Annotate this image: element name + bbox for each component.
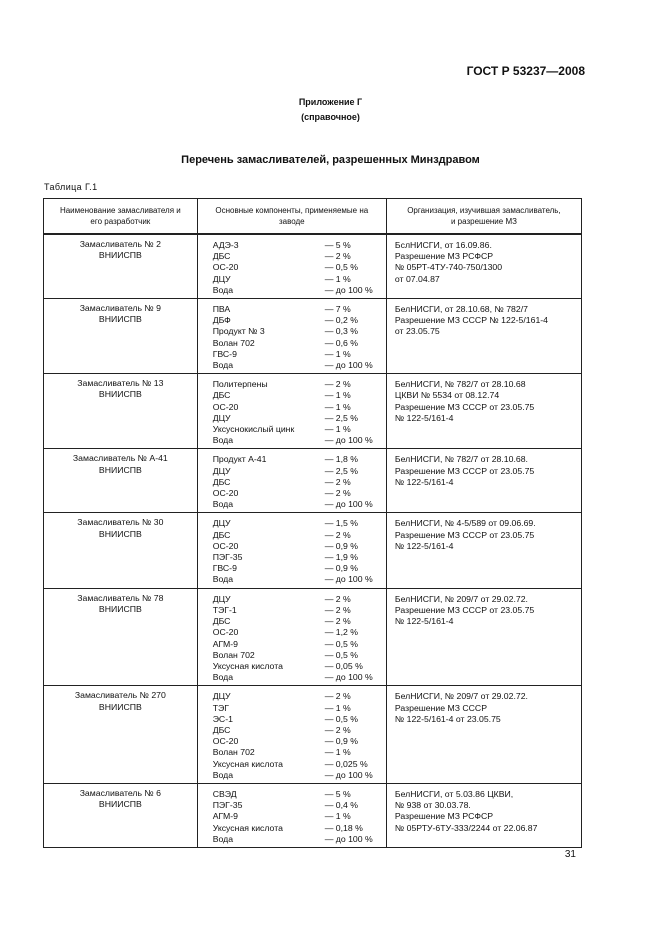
component-name: ДБС [212, 390, 231, 401]
component-amount: — 0,05 % [324, 660, 363, 671]
component-amount: — до 100 % [324, 672, 373, 683]
component-name: Волан 702 [212, 747, 255, 758]
component-line [213, 672, 384, 683]
header-components [197, 199, 386, 235]
component-amount: — 2 % [324, 529, 351, 540]
component-amount: — 0,9 % [324, 540, 359, 551]
header-name [44, 199, 198, 235]
component-amount: — до 100 % [324, 360, 373, 371]
component-amount: — 1 % [324, 424, 351, 435]
component-line [213, 499, 384, 510]
component-name: ЭС-1 [212, 713, 233, 724]
component-name: Вода [212, 499, 234, 510]
component-line [213, 379, 384, 390]
component-name: ОС-20 [212, 262, 239, 273]
component-name: Вода [212, 360, 234, 371]
component-amount: — 2 % [324, 251, 351, 262]
component-line [213, 691, 384, 702]
component-line [213, 413, 384, 424]
component-line [213, 274, 384, 285]
component-name: АГМ-9 [212, 638, 238, 649]
components-cell [197, 299, 386, 374]
component-amount: — до 100 % [324, 833, 373, 844]
component-line [213, 789, 384, 800]
component-line [213, 574, 384, 585]
header-organization [386, 199, 581, 235]
lubricant-name-cell [44, 783, 198, 847]
organization-line: № 122-5/161-4 [394, 412, 454, 423]
table-row [44, 513, 582, 588]
component-amount: — 2 % [324, 476, 351, 487]
component-amount: — 2 % [324, 616, 351, 627]
lubricant-developer: ВНИИСПВ [98, 464, 142, 475]
component-line [213, 661, 384, 672]
component-name: Вода [212, 574, 234, 585]
component-line [213, 454, 384, 465]
component-line [213, 477, 384, 488]
lubricant-name: Замасливатель № 2 [79, 239, 161, 249]
component-amount: — до 100 % [324, 284, 373, 295]
component-name: Политерпены [212, 379, 268, 390]
component-line [213, 563, 384, 574]
organization-line: № 122-5/161-4 от 23.05.75 [394, 713, 501, 724]
organization-line: БелНИСГИ, № 782/7 от 28.10.68 [394, 379, 526, 390]
component-line [213, 518, 384, 529]
component-amount: — 0,5 % [324, 713, 359, 724]
organization-line: БелНИСГИ, № 782/7 от 28.10.68. [394, 454, 528, 465]
component-line [213, 552, 384, 563]
organization-cell [386, 299, 581, 374]
table-row [44, 588, 582, 686]
component-line [213, 616, 384, 627]
organization-line: № 05РТ-4ТУ-740-750/1300 [394, 262, 503, 273]
component-name: ГВС-9 [212, 563, 237, 574]
components-cell [197, 783, 386, 847]
component-name: ДБФ [212, 315, 231, 326]
component-amount: — 1,5 % [324, 518, 359, 529]
component-amount: — 7 % [324, 304, 351, 315]
table-label: Таблица Г.1 [44, 182, 98, 192]
component-line [213, 639, 384, 650]
components-cell [197, 234, 386, 299]
component-amount: — до 100 % [324, 499, 373, 510]
organization-line: № 938 от 30.03.78. [394, 800, 471, 811]
component-amount: — 2 % [324, 724, 351, 735]
lubricant-name: Замасливатель № 78 [77, 592, 164, 603]
components-cell [197, 686, 386, 784]
component-line [213, 338, 384, 349]
component-name: Уксусная кислота [212, 758, 283, 769]
component-line [213, 605, 384, 616]
component-line [213, 360, 384, 371]
lubricant-name-cell [44, 588, 198, 686]
component-name: Уксусная кислота [212, 822, 283, 833]
header-name-line: Наименование замасливателя и [59, 206, 181, 215]
component-amount: — 1,9 % [324, 552, 359, 563]
component-name: ПЭГ-35 [212, 552, 243, 563]
component-name: АГМ-9 [212, 811, 238, 822]
component-name: ТЭГ-1 [212, 604, 237, 615]
table-header-row [44, 199, 582, 235]
organization-line: ЦКВИ № 5534 от 08.12.74 [394, 390, 500, 401]
component-name: ГВС-9 [212, 348, 237, 359]
component-amount: — 2 % [324, 604, 351, 615]
component-line [213, 770, 384, 781]
organization-cell [386, 588, 581, 686]
organization-line: № 122-5/161-4 [394, 616, 454, 627]
table-row [44, 449, 582, 513]
component-amount: — до 100 % [324, 769, 373, 780]
lubricant-name-cell [44, 234, 198, 299]
component-name: ДЦУ [212, 518, 231, 529]
organization-line: № 122-5/161-4 [394, 476, 454, 487]
organization-line: Разрешение МЗ СССР от 23.05.75 [394, 529, 535, 540]
organization-line: Разрешение МЗ РСФСР [394, 811, 494, 822]
component-name: Вода [212, 284, 234, 295]
component-amount: — 0,9 % [324, 736, 359, 747]
lubricant-developer: ВНИИСПВ [98, 314, 142, 325]
component-line [213, 725, 384, 736]
lubricant-name-cell [44, 449, 198, 513]
table-row [44, 783, 582, 847]
lubricant-name: Замасливатель № 13 [77, 378, 164, 389]
component-line [213, 466, 384, 477]
organization-line: БелНИСГИ, № 4-5/589 от 09.06.69. [394, 518, 536, 529]
lubricant-name: Замасливатель № 270 [74, 690, 166, 701]
organization-line: от 23.05.75 [394, 326, 440, 337]
component-amount: — до 100 % [324, 574, 373, 585]
component-line [213, 315, 384, 326]
component-amount: — 5 % [324, 240, 351, 250]
lubricant-name: Замасливатель № 6 [79, 787, 161, 798]
header-components-line: Основные компоненты, применяемые на [215, 206, 369, 215]
organization-line: № 05РТУ-6ТУ-333/2244 от 22.06.87 [394, 822, 538, 833]
component-line [213, 435, 384, 446]
document-title: Перечень замасливателей, разрешенных Минздравом [181, 154, 480, 166]
organization-cell [386, 686, 581, 784]
component-name: Продукт № 3 [212, 326, 265, 337]
component-amount: — 1 % [324, 747, 351, 758]
component-line [213, 326, 384, 337]
component-amount: — 5 % [324, 788, 351, 799]
component-amount: — 0,2 % [324, 315, 359, 326]
component-line [213, 541, 384, 552]
component-line [213, 747, 384, 758]
component-amount: — 2 % [324, 691, 351, 702]
component-amount: — 0,4 % [324, 800, 359, 811]
component-name: Вода [212, 833, 234, 844]
component-amount: — 0,18 % [324, 822, 363, 833]
component-amount: — 2,5 % [324, 465, 359, 476]
component-name: СВЭД [212, 788, 237, 799]
appendix-heading [0, 95, 661, 125]
table-row [44, 234, 582, 299]
component-line [213, 759, 384, 770]
components-cell [197, 449, 386, 513]
organization-cell [386, 374, 581, 449]
lubricant-name-cell [44, 374, 198, 449]
component-name: ПЭГ-35 [212, 800, 243, 811]
component-line [213, 627, 384, 638]
components-cell [197, 374, 386, 449]
component-line [213, 800, 384, 811]
component-line [213, 304, 384, 315]
component-name: ДБС [212, 476, 231, 487]
component-name: ТЭГ [212, 702, 229, 713]
lubricant-developer: ВНИИСПВ [98, 528, 142, 539]
component-line [213, 262, 384, 273]
organization-line: № 122-5/161-4 [394, 540, 454, 551]
organization-line: БелНИСГИ, № 209/7 от 29.02.72. [394, 593, 528, 604]
component-line [213, 488, 384, 499]
component-name: Вода [212, 672, 234, 683]
lubricant-name: Замасливатель № А-41 [72, 453, 168, 464]
component-amount: — 1 % [324, 390, 351, 401]
component-name: АДЭ-3 [212, 240, 239, 250]
organization-line: БслНИСГИ, от 16.09.86. [394, 240, 492, 250]
component-name: ОС-20 [212, 401, 239, 412]
component-line [213, 530, 384, 541]
component-name: ОС-20 [212, 540, 239, 551]
component-amount: — 2 % [324, 488, 351, 499]
organization-line: Разрешение МЗ РСФСР [394, 251, 494, 262]
component-name: Вода [212, 769, 234, 780]
organization-cell [386, 513, 581, 588]
component-amount: — 1,8 % [324, 454, 359, 465]
organization-cell [386, 234, 581, 299]
component-line [213, 285, 384, 296]
lubricant-name-cell [44, 299, 198, 374]
page-number: 31 [564, 849, 576, 860]
component-name: Волан 702 [212, 337, 255, 348]
component-line [213, 251, 384, 262]
component-name: ДБС [212, 616, 231, 627]
table-row [44, 374, 582, 449]
component-name: ОС-20 [212, 627, 239, 638]
lubricant-developer: ВНИИСПВ [98, 389, 142, 400]
component-amount: — до 100 % [324, 435, 373, 446]
component-line [213, 402, 384, 413]
header-organization-line: и разрешение МЗ [450, 217, 517, 226]
component-amount: — 0,9 % [324, 563, 359, 574]
organization-cell [386, 783, 581, 847]
component-name: ДЦУ [212, 465, 231, 476]
lubricant-name-cell [44, 513, 198, 588]
component-amount: — 1,2 % [324, 627, 359, 638]
component-name: ПВА [212, 304, 231, 315]
lubricant-name: Замасливатель № 30 [77, 517, 164, 528]
component-line [213, 703, 384, 714]
appendix-subtitle: (справочное) [301, 112, 360, 122]
component-name: Вода [212, 435, 234, 446]
component-amount: — 0,6 % [324, 337, 359, 348]
component-name: ДБС [212, 251, 231, 262]
organization-line: Разрешение МЗ СССР [394, 702, 488, 713]
header-name-line: его разработчик [90, 217, 151, 226]
lubricant-developer: ВНИИСПВ [98, 250, 142, 261]
organization-line: Разрешение МЗ СССР от 23.05.75 [394, 604, 535, 615]
component-line [213, 390, 384, 401]
lubricant-developer: ВНИИСПВ [98, 603, 142, 614]
components-cell [197, 513, 386, 588]
component-name: ДЦУ [212, 691, 231, 702]
table-row [44, 686, 582, 784]
component-line [213, 349, 384, 360]
component-amount: — 0,5 % [324, 638, 359, 649]
header-organization-line: Организация, изучившая замасливатель, [407, 206, 561, 215]
table-body [44, 234, 582, 847]
component-amount: — 0,5 % [324, 262, 359, 273]
component-name: ДЦУ [212, 412, 231, 423]
component-line [213, 424, 384, 435]
component-name: ДБС [212, 529, 231, 540]
component-name: ДБС [212, 724, 231, 735]
component-name: Уксусная кислота [212, 660, 283, 671]
component-line [213, 834, 384, 845]
component-name: Уксуснокислый цинк [212, 424, 295, 435]
appendix-title: Приложение Г [298, 97, 363, 107]
component-name: ДЦУ [212, 273, 231, 284]
organization-line: Разрешение МЗ СССР от 23.05.75 [394, 465, 535, 476]
organization-line: БелНИСГИ, от 28.10.68, № 782/7 [394, 304, 528, 315]
component-line [213, 811, 384, 822]
component-amount: — 0,025 % [324, 758, 368, 769]
organization-line: от 07.04.87 [394, 273, 440, 284]
header-components-line: заводе [278, 217, 305, 226]
components-cell [197, 588, 386, 686]
component-line [213, 594, 384, 605]
component-amount: — 1 % [324, 348, 351, 359]
component-amount: — 2,5 % [324, 412, 359, 423]
component-amount: — 1 % [324, 273, 351, 284]
lubricant-name-cell [44, 686, 198, 784]
lubricant-name: Замасливатель № 9 [79, 303, 161, 314]
component-line [213, 650, 384, 661]
organization-line: Разрешение МЗ СССР от 23.05.75 [394, 401, 535, 412]
component-amount: — 1 % [324, 702, 351, 713]
component-amount: — 2 % [324, 593, 351, 604]
organization-line: Разрешение МЗ СССР № 122-5/161-4 [394, 315, 549, 326]
lubricant-developer: ВНИИСПВ [98, 701, 142, 712]
standard-designation: ГОСТ Р 53237—2008 [466, 64, 585, 78]
organization-cell [386, 449, 581, 513]
component-name: Продукт А-41 [212, 454, 267, 465]
organization-line: БелНИСГИ, от 5.03.86 ЦКВИ, [394, 788, 514, 799]
component-amount: — 0,3 % [324, 326, 359, 337]
component-line [213, 736, 384, 747]
component-name: ОС-20 [212, 488, 239, 499]
table-row [44, 299, 582, 374]
component-line [213, 823, 384, 834]
lubricants-table [43, 198, 582, 848]
component-line [213, 714, 384, 725]
component-name: ДЦУ [212, 593, 231, 604]
component-name: ОС-20 [212, 736, 239, 747]
organization-line: БелНИСГИ, № 209/7 от 29.02.72. [394, 691, 528, 702]
component-amount: — 2 % [324, 379, 351, 390]
component-amount: — 1 % [324, 401, 351, 412]
component-amount: — 1 % [324, 811, 351, 822]
component-line [213, 240, 384, 251]
component-amount: — 0,5 % [324, 649, 359, 660]
component-name: Волан 702 [212, 649, 255, 660]
lubricant-developer: ВНИИСПВ [98, 799, 142, 810]
